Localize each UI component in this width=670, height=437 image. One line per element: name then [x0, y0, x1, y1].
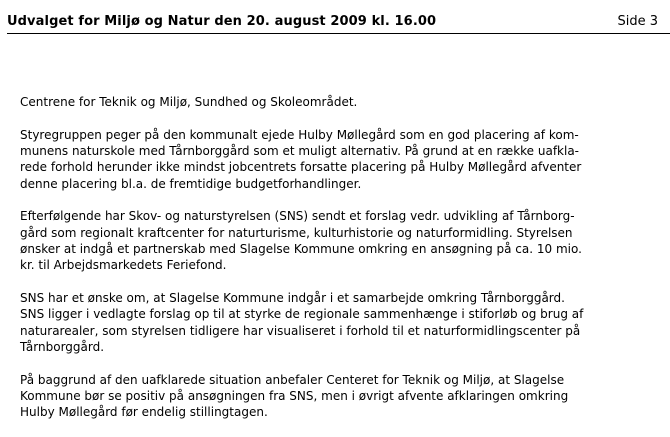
paragraph: [20, 94, 660, 110]
text-line: Hulby Møllegård før endelig stillingtagen.: [20, 405, 268, 420]
paragraph: [20, 290, 660, 355]
text-line: rede forhold herunder ikke mindst jobcentrets forsatte placering på Hulby Møllegård afventer: [20, 160, 582, 175]
text-line: gård som regionalt kraftcenter for naturturisme, kulturhistorie og naturformidling. Styrelsen: [20, 225, 573, 240]
paragraph: [20, 127, 660, 192]
page-header: [7, 8, 670, 32]
text-line: Styregruppen peger på den kommunalt ejede Hulby Møllegård som en god placering af kom-: [20, 127, 579, 142]
paragraph: [20, 372, 660, 421]
page-number: Side 3: [617, 14, 658, 29]
text-line: SNS har et ønske om, at Slagelse Kommune indgår i et samarbejde omkring Tårnborggård.: [20, 291, 565, 306]
header-divider: [7, 33, 670, 34]
text-line: ønsker at indgå et partnerskab med Slagelse Kommune omkring en ansøgning på ca. 10 mio.: [20, 242, 582, 257]
document-title: Udvalget for Miljø og Natur den 20. august 2009 kl. 16.00: [7, 14, 437, 29]
text-line: Efterfølgende har Skov- og naturstyrelsen (SNS) sendt et forslag vedr. udvikling af Tårnborg-: [20, 209, 575, 224]
text-line: Kommune bør se positiv på ansøgningen fra SNS, men i øvrigt afvente afklaringen omkring: [20, 389, 569, 404]
text-line: Centrene for Teknik og Miljø, Sundhed og Skoleområdet.: [20, 95, 358, 109]
document-body: [20, 94, 660, 437]
text-line: SNS ligger i vedlagte forslag op til at styrke de regionale sammenhænge i stiforløb og brug af: [20, 307, 584, 322]
text-line: naturarealer, som styrelsen tidligere har visualiseret i forhold til et naturformidlingscenter på: [20, 323, 581, 338]
paragraph: [20, 208, 660, 273]
text-line: På baggrund af den uafklarede situation anbefaler Centeret for Teknik og Miljø, at Slagelse: [20, 372, 565, 387]
text-line: denne placering bl.a. de fremtidige budgetforhandlinger.: [20, 176, 362, 191]
text-line: Tårnborggård.: [20, 340, 105, 355]
text-line: munens naturskole med Tårnborggård som et muligt alternativ. På grund at en række uafkla-: [20, 144, 580, 159]
text-line: kr. til Arbejdsmarkedets Feriefond.: [20, 258, 227, 273]
